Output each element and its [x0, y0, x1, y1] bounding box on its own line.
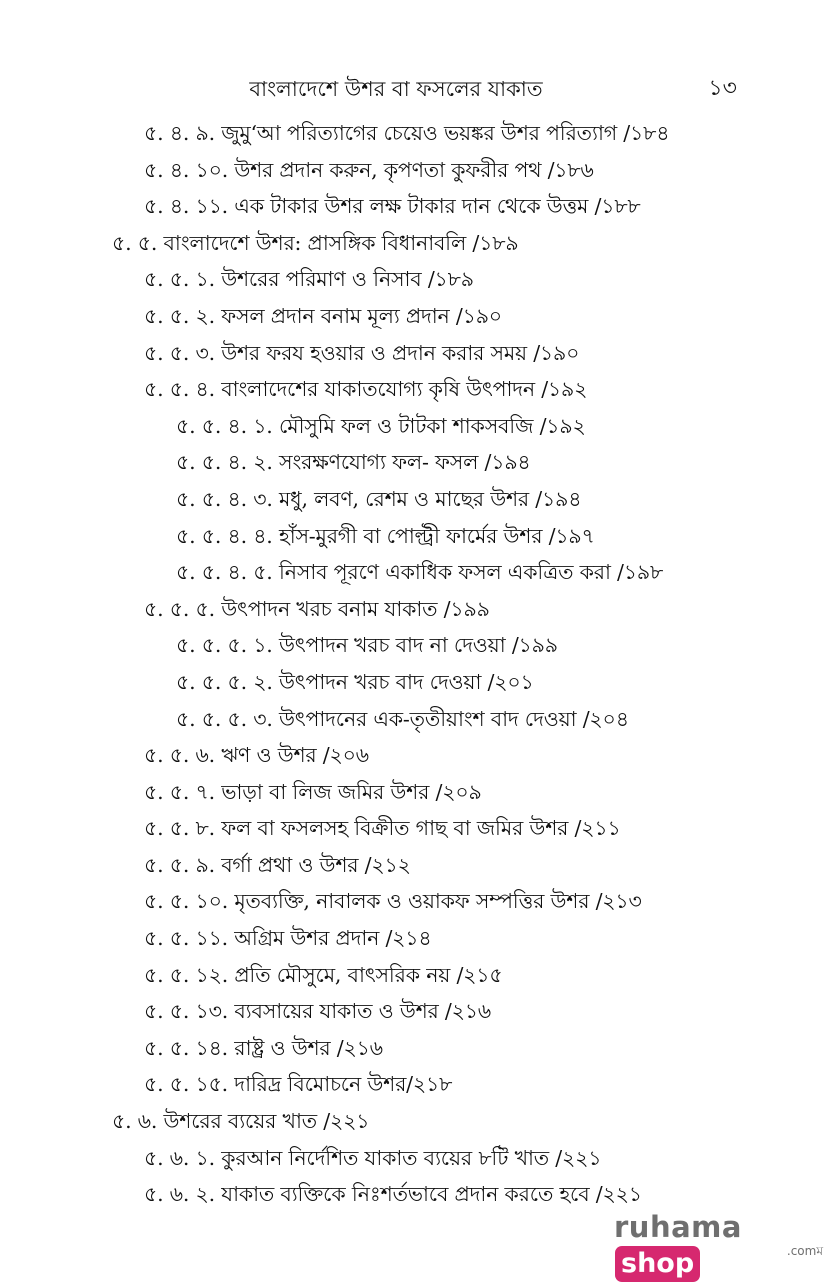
toc-entry: ৫. ৫. ৭. ভাড়া বা লিজ জমির উশর /২০৯: [144, 779, 482, 804]
toc-entry: ৫. ৫. ১৩. ব্যবসায়ের যাকাত ও উশর /২১৬: [144, 999, 491, 1024]
toc-entry: ৫. ৫. ৪. ৩. মধু, লবণ, রেশম ও মাছের উশর /১৯৪: [176, 486, 582, 511]
page-header: [0, 74, 825, 108]
toc-entry: ৫. ৫. ৪. ২. সংরক্ষণযোগ্য ফল- ফসল /১৯৪: [176, 450, 531, 475]
toc-entry: ৫. ৫. ১০. মৃতব্যক্তি, নাবালক ও ওয়াকফ সম্পত্তির উশর /২১৩: [144, 889, 642, 914]
toc-entry: ৫. ৪. ১১. এক টাকার উশর লক্ষ টাকার দান থেকে উত্তম /১৮৮: [144, 194, 641, 219]
toc-entry: ৫. ৫. ২. ফসল প্রদান বনাম মূল্য প্রদান /১৯০: [144, 303, 502, 328]
toc-entry: ৫. ৫. ৫. উৎপাদন খরচ বনাম যাকাত /১৯৯: [144, 596, 490, 621]
toc-entry: ৫. ৫. ৪. বাংলাদেশের যাকাতযোগ্য কৃষি উৎপাদন /১৯২: [144, 377, 588, 402]
running-title: বাংলাদেশে উশর বা ফসলের যাকাত: [249, 77, 543, 101]
toc-entry: ৫. ৪. ৯. জুমু‘আ পরিত্যাগের চেয়েও ভয়ঙ্কর উশর পরিত্যাগ /১৮৪: [144, 121, 670, 145]
toc-entry: ৫. ৫. ৪. ১. মৌসুমি ফল ও টাটকা শাকসবজি /১৯২: [176, 413, 586, 438]
toc-entry: ৫. ৫. ৪. ৪. হাঁস-মুরগী বা পোল্ট্রী ফার্মের উশর /১৯৭: [176, 523, 595, 548]
table-of-contents: [0, 116, 825, 1214]
watermark-ruhama: ruhama: [614, 1210, 742, 1244]
toc-entry: ৫. ৪. ১০. উশর প্রদান করুন, কৃপণতা কুফরীর পথ /১৮৬: [144, 157, 594, 182]
toc-entry: ৫. ৫. ১৫. দারিদ্র বিমোচনে উশর/২১৮: [144, 1072, 453, 1097]
toc-entry: ৫. ৬. উশরের ব্যয়ের খাত /২২১: [112, 1109, 370, 1134]
toc-entry: ৫. ৫. ১৪. রাষ্ট্র ও উশর /২১৬: [144, 1035, 383, 1060]
toc-entry: ৫. ৬. ১. কুরআন নির্দেশিত যাকাত ব্যয়ের ৮টি খাত /২২১: [144, 1145, 602, 1170]
watermark-domain: .comম: [786, 1244, 823, 1258]
page-number: ১৩: [708, 76, 737, 101]
watermark-shop-badge: shop: [615, 1246, 700, 1282]
toc-entry: ৫. ৫. ৩. উশর ফরয হওয়ার ও প্রদান করার সময় /১৯০: [144, 340, 580, 365]
toc-entry: ৫. ৫. ১১. অগ্রিম উশর প্রদান /২১৪: [144, 926, 432, 951]
toc-entry: ৫. ৫. ৫. ৩. উৎপাদনের এক-তৃতীয়াংশ বাদ দেওয়া /২০৪: [176, 706, 629, 731]
toc-entry: ৫. ৫. ৯. বর্গা প্রথা ও উশর /২১২: [144, 852, 411, 877]
toc-entry: ৫. ৬. ২. যাকাত ব্যক্তিকে নিঃশর্তভাবে প্রদান করতে হবে /২২১: [144, 1182, 642, 1207]
toc-entry: ৫. ৫. ৪. ৫. নিসাব পূরণে একাধিক ফসল একত্রিত করা /১৯৮: [176, 560, 664, 585]
toc-entry: ৫. ৫. ৫. ২. উৎপাদন খরচ বাদ দেওয়া /২০১: [176, 669, 534, 694]
ruhamashop-watermark: [614, 1208, 825, 1279]
toc-entry: ৫. ৫. ১. উশরের পরিমাণ ও নিসাব /১৮৯: [144, 267, 474, 292]
toc-entry: ৫. ৫. ৫. ১. উৎপাদন খরচ বাদ না দেওয়া /১৯৯: [176, 633, 558, 658]
toc-entry: ৫. ৫. বাংলাদেশে উশর: প্রাসঙ্গিক বিধানাবলি /১৮৯: [112, 230, 519, 255]
toc-entry: ৫. ৫. ৮. ফল বা ফসলসহ বিক্রীত গাছ বা জমির উশর /২১১: [144, 816, 621, 841]
toc-entry: ৫. ৫. ১২. প্রতি মৌসুমে, বাৎসরিক নয় /২১৫: [144, 962, 503, 987]
toc-entry: ৫. ৫. ৬. ঋণ ও উশর /২০৬: [144, 743, 369, 768]
